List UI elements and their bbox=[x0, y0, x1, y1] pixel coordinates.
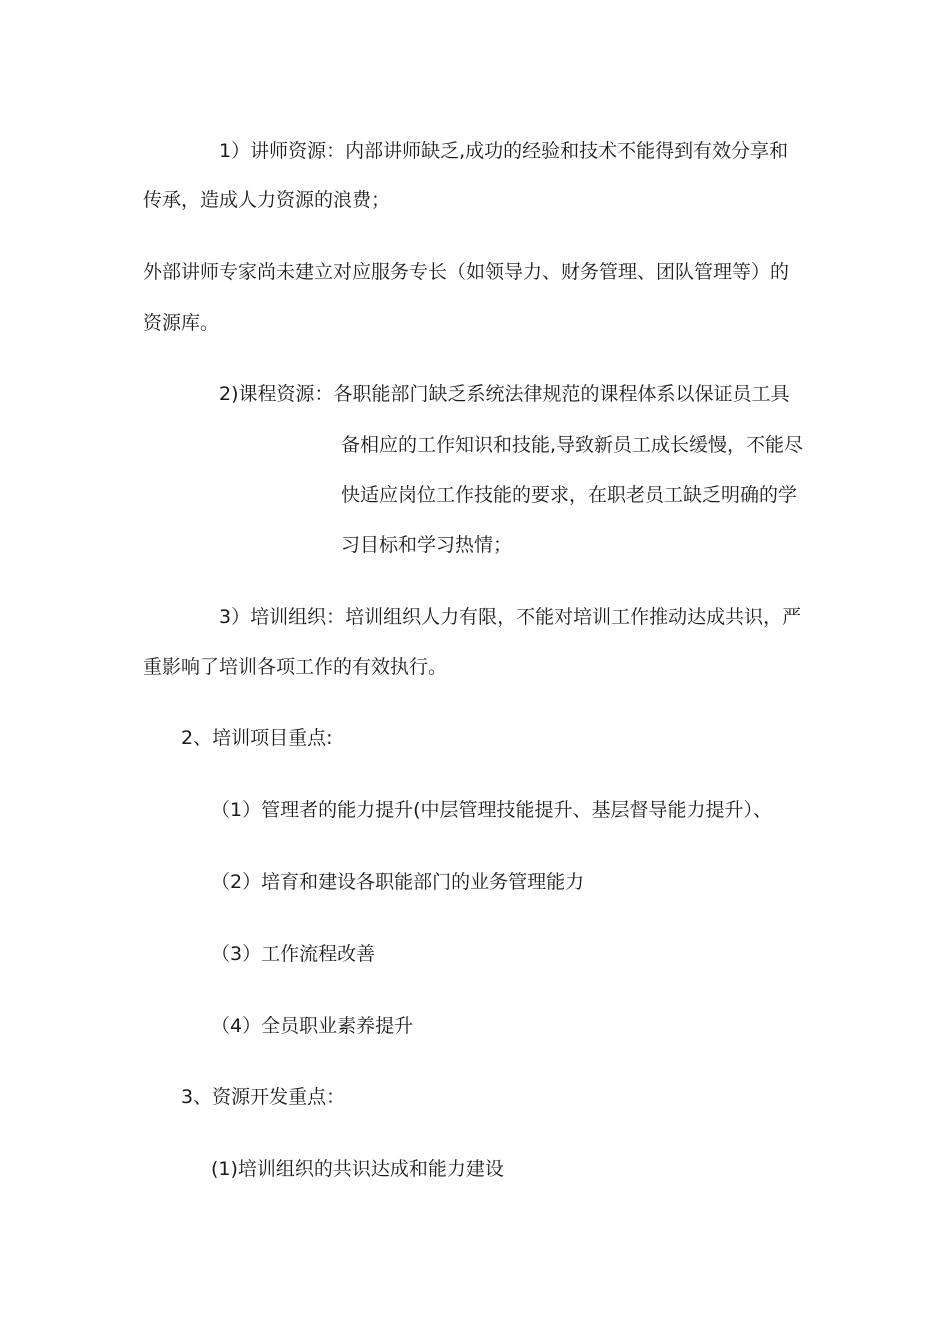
section-3-heading: 3、资源开发重点： bbox=[181, 1086, 346, 1108]
section-2-item-1: （1）管理者的能力提升(中层管理技能提升、基层督导能力提升）、 bbox=[211, 799, 773, 821]
section-2-item-4: （4）全员职业素养提升 bbox=[211, 1015, 414, 1037]
paragraph-external-line-1: 外部讲师专家尚未建立对应服务专长（如领导力、财务管理、团队管理等）的 bbox=[143, 261, 790, 283]
section-3-item-1: (1)培训组织的共识达成和能力建设 bbox=[211, 1158, 504, 1180]
paragraph-lecturer-line-2: 传承，造成人力资源的浪费； bbox=[143, 189, 391, 211]
section-2-item-3: （3）工作流程改善 bbox=[211, 943, 376, 965]
paragraph-course-line-1: 2)课程资源：各职能部门缺乏系统法律规范的课程体系以保证员工具 bbox=[219, 383, 790, 405]
paragraph-course-line-4: 习目标和学习热情； bbox=[341, 534, 513, 556]
paragraph-course-line-2: 备相应的工作知识和技能,导致新员工成长缓慢，不能尽 bbox=[341, 434, 804, 456]
paragraph-external-line-2: 资源库。 bbox=[143, 312, 220, 334]
paragraph-course-line-3: 快适应岗位工作技能的要求，在职老员工缺乏明确的学 bbox=[341, 484, 798, 506]
paragraph-organization-line-2: 重影响了培训各项工作的有效执行。 bbox=[143, 656, 448, 678]
section-2-item-2: （2）培育和建设各职能部门的业务管理能力 bbox=[211, 871, 585, 893]
paragraph-lecturer-line-1: 1）讲师资源：内部讲师缺乏,成功的经验和技术不能得到有效分享和 bbox=[219, 140, 789, 162]
section-2-heading: 2、培训项目重点: bbox=[181, 727, 333, 749]
paragraph-organization-line-1: 3）培训组织：培训组织人力有限，不能对培训工作推动达成共识，严 bbox=[219, 606, 802, 628]
